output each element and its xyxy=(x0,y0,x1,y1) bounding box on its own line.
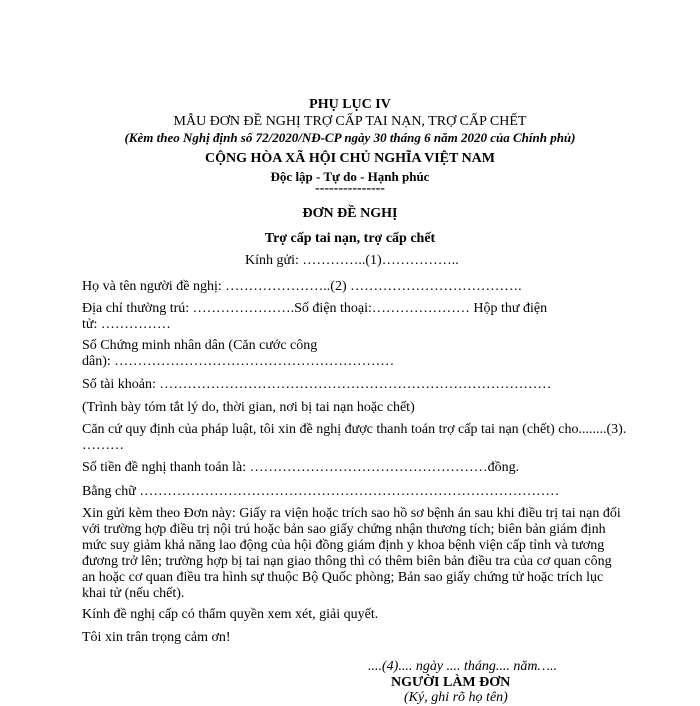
amount-line: Số tiền đề nghị thanh toán là: ……………………………………………đồng. xyxy=(82,460,520,475)
applicant-name-line: Họ và tên người đề nghị: …………………..(2) ………………………………. xyxy=(82,279,522,294)
appendix-heading: PHỤ LỤC IV xyxy=(309,97,391,112)
attachments-paragraph-line: đương trở lên; trường hợp bị tai nạn giao thông thì có thêm biên bản điều tra của cơ quan công xyxy=(82,554,612,569)
id-number-line: Số Chứng minh nhân dân (Căn cước công xyxy=(82,338,318,353)
attachments-paragraph-line: khai tử (nếu chết). xyxy=(82,586,185,601)
document-subtitle: Trợ cấp tai nạn, trợ cấp chết xyxy=(264,231,436,246)
attachments-paragraph-line: an hoặc cơ quan điều tra hình sự thuộc Bộ Quốc phòng; Bản sao giấy chứng tử hoặc trích lục xyxy=(82,570,604,585)
nation-name: CỘNG HÒA XÃ HỘI CHỦ NGHĨA VIỆT NAM xyxy=(204,151,495,166)
legal-basis-line-cont: ……… xyxy=(82,438,124,453)
request-consideration-line: Kính đề nghị cấp có thẩm quyền xem xét, giải quyết. xyxy=(82,607,379,622)
email-line: tử: …………… xyxy=(82,317,171,332)
attachments-paragraph-line: mức suy giảm khả năng lao động của hội đồng giám định y khoa bệnh viện cấp tỉnh và tương xyxy=(82,538,605,553)
signature-note: (Ký, ghi rõ họ tên) xyxy=(404,690,508,705)
address-line: Địa chỉ thường trú: ………………….Số điện thoại:………………… Hộp thư điện xyxy=(82,301,548,316)
form-title: MẪU ĐƠN ĐỀ NGHỊ TRỢ CẤP TAI NẠN, TRỢ CẤP CHẾT xyxy=(173,114,527,129)
document-title: ĐƠN ĐỀ NGHỊ xyxy=(302,206,398,221)
addressee-line: Kính gửi: …………..(1)…………….. xyxy=(245,253,459,268)
header-separator: --------------- xyxy=(315,181,385,196)
attachment-note: (Kèm theo Nghị định số 72/2020/NĐ-CP ngày 30 tháng 6 năm 2020 của Chính phủ) xyxy=(124,130,576,145)
amount-in-words-line: Bằng chữ ……………………………………………………………………………… xyxy=(82,484,560,499)
id-number-line-cont: dân): …………………………………………………… xyxy=(82,354,395,369)
attachments-paragraph-line: Xin gửi kèm theo Đơn này: Giấy ra viện hoặc trích sao hồ sơ bệnh án sau khi điều trị tai nạn đối xyxy=(82,506,621,521)
reason-instruction: (Trình bày tóm tắt lý do, thời gian, nơi bị tai nạn hoặc chết) xyxy=(82,400,415,415)
legal-basis-line: Căn cứ quy định của pháp luật, tôi xin đề nghị được thanh toán trợ cấp tai nạn (chết) cho........(3). xyxy=(82,422,627,437)
bank-account-line: Số tài khoản: ………………………………………………………………………… xyxy=(82,377,552,392)
attachments-paragraph-line: với trường hợp điều trị nội trú hoặc bản sao giấy chứng nhận thương tích; biên bản giám định xyxy=(82,522,606,537)
signature-date-line: ....(4).... ngày .... tháng.... năm….. xyxy=(368,659,557,674)
signer-title: NGƯỜI LÀM ĐƠN xyxy=(391,675,511,690)
national-motto: Độc lập - Tự do - Hạnh phúc xyxy=(270,169,430,184)
thanks-line: Tôi xin trân trọng cảm ơn! xyxy=(82,630,231,645)
